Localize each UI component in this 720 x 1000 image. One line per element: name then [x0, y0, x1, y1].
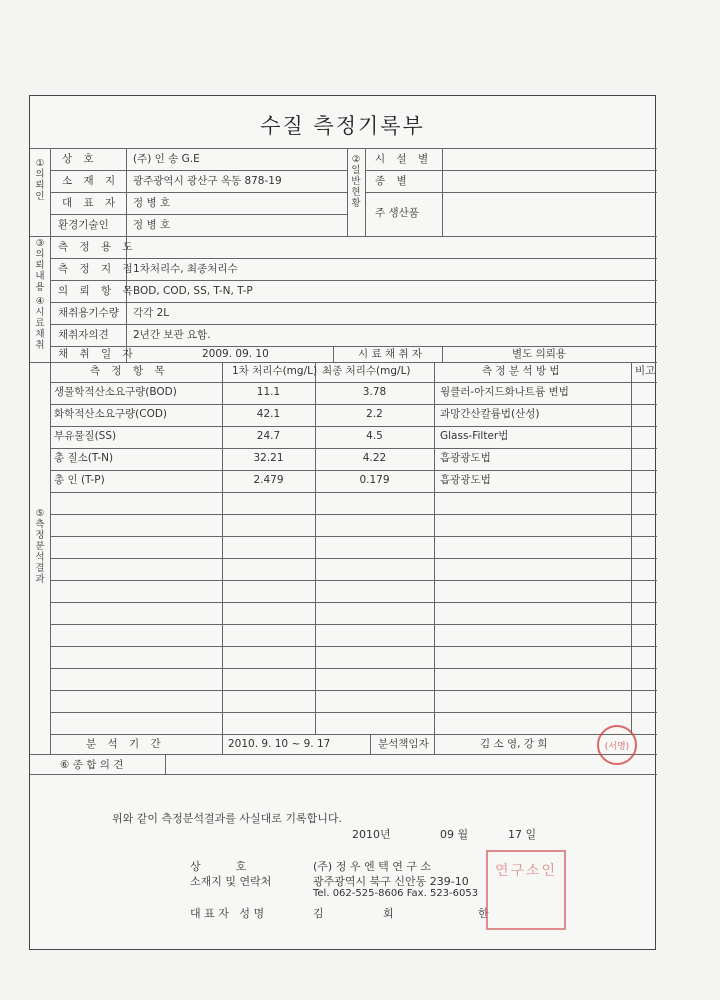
- divider: [30, 754, 657, 755]
- divider: [50, 302, 657, 303]
- point-label: 측 정 지 점: [58, 263, 137, 275]
- row-item: 부유물질(SS): [54, 430, 117, 442]
- divider: [50, 602, 657, 603]
- row-final: 0.179: [359, 474, 390, 486]
- divider: [50, 448, 657, 449]
- row-final: 3.78: [362, 386, 387, 398]
- address-value: 광주광역시 광산구 옥동 878-19: [133, 175, 282, 187]
- divider: [50, 258, 657, 259]
- rep-label: 대 표 자: [62, 197, 120, 209]
- request-section-label: ③ 의뢰내용: [35, 238, 45, 293]
- results-section-label: ⑤ 측정분석결과: [35, 508, 45, 585]
- header-final: 최종 처리수(mg/L): [322, 365, 411, 377]
- facility-label: 시 설 별: [375, 153, 433, 165]
- header-method: 측 정 분 석 방 법: [482, 365, 560, 377]
- analyst-label: 분석책임자: [378, 738, 429, 750]
- divider: [50, 690, 657, 691]
- items-label: 의 뢰 항 목: [58, 285, 137, 297]
- row-primary: 2.479: [253, 474, 284, 486]
- divider: [365, 170, 657, 171]
- divider: [50, 712, 657, 713]
- period-label: 분 석 기 간: [86, 738, 165, 750]
- opinion-value: 2년간 보관 요함.: [133, 329, 211, 341]
- cert-contact-label: 소재지 및 연락처: [190, 875, 272, 888]
- divider: [50, 668, 657, 669]
- container-label: 채취용기수량: [58, 307, 119, 319]
- divider: [333, 346, 334, 362]
- row-item: 총 인 (T-P): [54, 474, 105, 486]
- date-value: 2009. 09. 10: [202, 348, 269, 360]
- general-section-label: ② 일반현황: [351, 154, 361, 209]
- row-final: 4.22: [362, 452, 387, 464]
- analyst-seal: (서명): [597, 725, 637, 765]
- purpose-label: 측 정 용 도: [58, 241, 137, 253]
- cert-rep-name: 김: [313, 907, 324, 920]
- certification-statement: 위와 같이 측정분석결과를 사실대로 기록합니다.: [112, 812, 343, 825]
- cert-company: (주) 정 우 엔 텍 연 구 소: [313, 860, 432, 873]
- row-primary: 42.1: [256, 408, 281, 420]
- header-primary: 1차 처리수(mg/L): [232, 365, 318, 377]
- cert-day: 17 일: [508, 828, 537, 841]
- product-label: 주 생산품: [375, 207, 419, 219]
- row-primary: 32.21: [253, 452, 284, 464]
- divider: [631, 362, 632, 734]
- divider: [50, 214, 347, 215]
- divider: [442, 346, 443, 362]
- cert-year: 2010년: [352, 828, 391, 841]
- divider: [30, 148, 657, 149]
- cert-rep-name3: 한: [478, 907, 489, 920]
- divider: [442, 148, 443, 236]
- company-seal-text: 연구소인: [494, 863, 558, 879]
- analyst-value: 김 소 영, 강 희: [480, 738, 548, 750]
- divider: [126, 148, 127, 236]
- address-label: 소 재 지: [62, 175, 120, 187]
- divider: [50, 426, 657, 427]
- container-value: 각각 2L: [133, 307, 170, 319]
- row-method: 흡광광도법: [440, 474, 491, 486]
- divider: [165, 754, 166, 774]
- divider: [50, 558, 657, 559]
- row-primary: 11.1: [256, 386, 281, 398]
- point-value: 1차처리수, 최종처리수: [133, 263, 238, 275]
- divider: [347, 148, 348, 236]
- divider: [50, 170, 347, 171]
- cert-phone: Tel. 062-525-8606 Fax. 523-6053: [313, 888, 479, 899]
- divider: [50, 536, 657, 537]
- divider: [30, 362, 657, 363]
- divider: [50, 580, 657, 581]
- divider: [50, 192, 347, 193]
- row-method: Glass-Filter법: [440, 430, 509, 442]
- page-title: 수질 측정기록부: [260, 114, 425, 138]
- row-method: 윙클러-아지드화나트륨 변법: [440, 386, 569, 398]
- cert-company-label: 상 호: [190, 860, 247, 873]
- rep-value: 정 병 호: [133, 197, 171, 209]
- row-item: 생물학적산소요구량(BOD): [54, 386, 177, 398]
- divider: [50, 382, 657, 383]
- divider: [126, 236, 127, 362]
- divider: [50, 346, 657, 347]
- company-seal: [486, 850, 566, 930]
- row-item: 총 질소(T-N): [54, 452, 114, 464]
- period-value: 2010. 9. 10 ~ 9. 17: [228, 738, 331, 750]
- divider: [50, 734, 657, 735]
- divider: [50, 148, 51, 754]
- row-method: 흡광광도법: [440, 452, 491, 464]
- divider: [30, 774, 657, 775]
- divider: [50, 404, 657, 405]
- divider: [50, 646, 657, 647]
- row-final: 4.5: [366, 430, 383, 442]
- header-note: 비고: [635, 365, 656, 377]
- opinion-section-label: ⑥ 종 합 의 견: [60, 759, 124, 771]
- divider: [50, 280, 657, 281]
- company-value: (주) 인 송 G.E: [133, 153, 200, 165]
- divider: [30, 236, 657, 237]
- env-label: 환경기술인: [58, 219, 109, 231]
- divider: [50, 324, 657, 325]
- row-primary: 24.7: [256, 430, 281, 442]
- cert-rep-name2: 회: [383, 907, 394, 920]
- cert-rep-label: 대 표 자 성 명: [190, 907, 265, 920]
- sampler-value: 별도 의뢰용: [512, 348, 567, 360]
- row-item: 화학적산소요구량(COD): [54, 408, 168, 420]
- divider: [50, 470, 657, 471]
- requester-section-label: ① 의뢰인: [35, 158, 45, 202]
- env-value: 정 병 호: [133, 219, 171, 231]
- sampler-label: 시 료 채 취 자: [358, 348, 423, 360]
- divider: [365, 192, 657, 193]
- divider: [370, 734, 371, 754]
- row-final: 2.2: [366, 408, 383, 420]
- type-label: 종 별: [375, 175, 411, 187]
- header-item: 측 정 항 목: [90, 365, 169, 377]
- divider: [50, 624, 657, 625]
- sampling-section-label: ④ 시료채취: [35, 296, 45, 351]
- cert-address: 광주광역시 북구 신안동 239-10: [313, 875, 469, 888]
- date-label: 채 취 일 자: [58, 348, 137, 360]
- row-method: 과망간산칼륨법(산성): [440, 408, 540, 420]
- company-label: 상 호: [62, 153, 98, 165]
- divider: [365, 148, 366, 236]
- divider: [50, 514, 657, 515]
- items-value: BOD, COD, SS, T-N, T-P: [133, 285, 253, 297]
- cert-month: 09 월: [440, 828, 469, 841]
- opinion-label: 채취자의견: [58, 329, 109, 341]
- divider: [50, 492, 657, 493]
